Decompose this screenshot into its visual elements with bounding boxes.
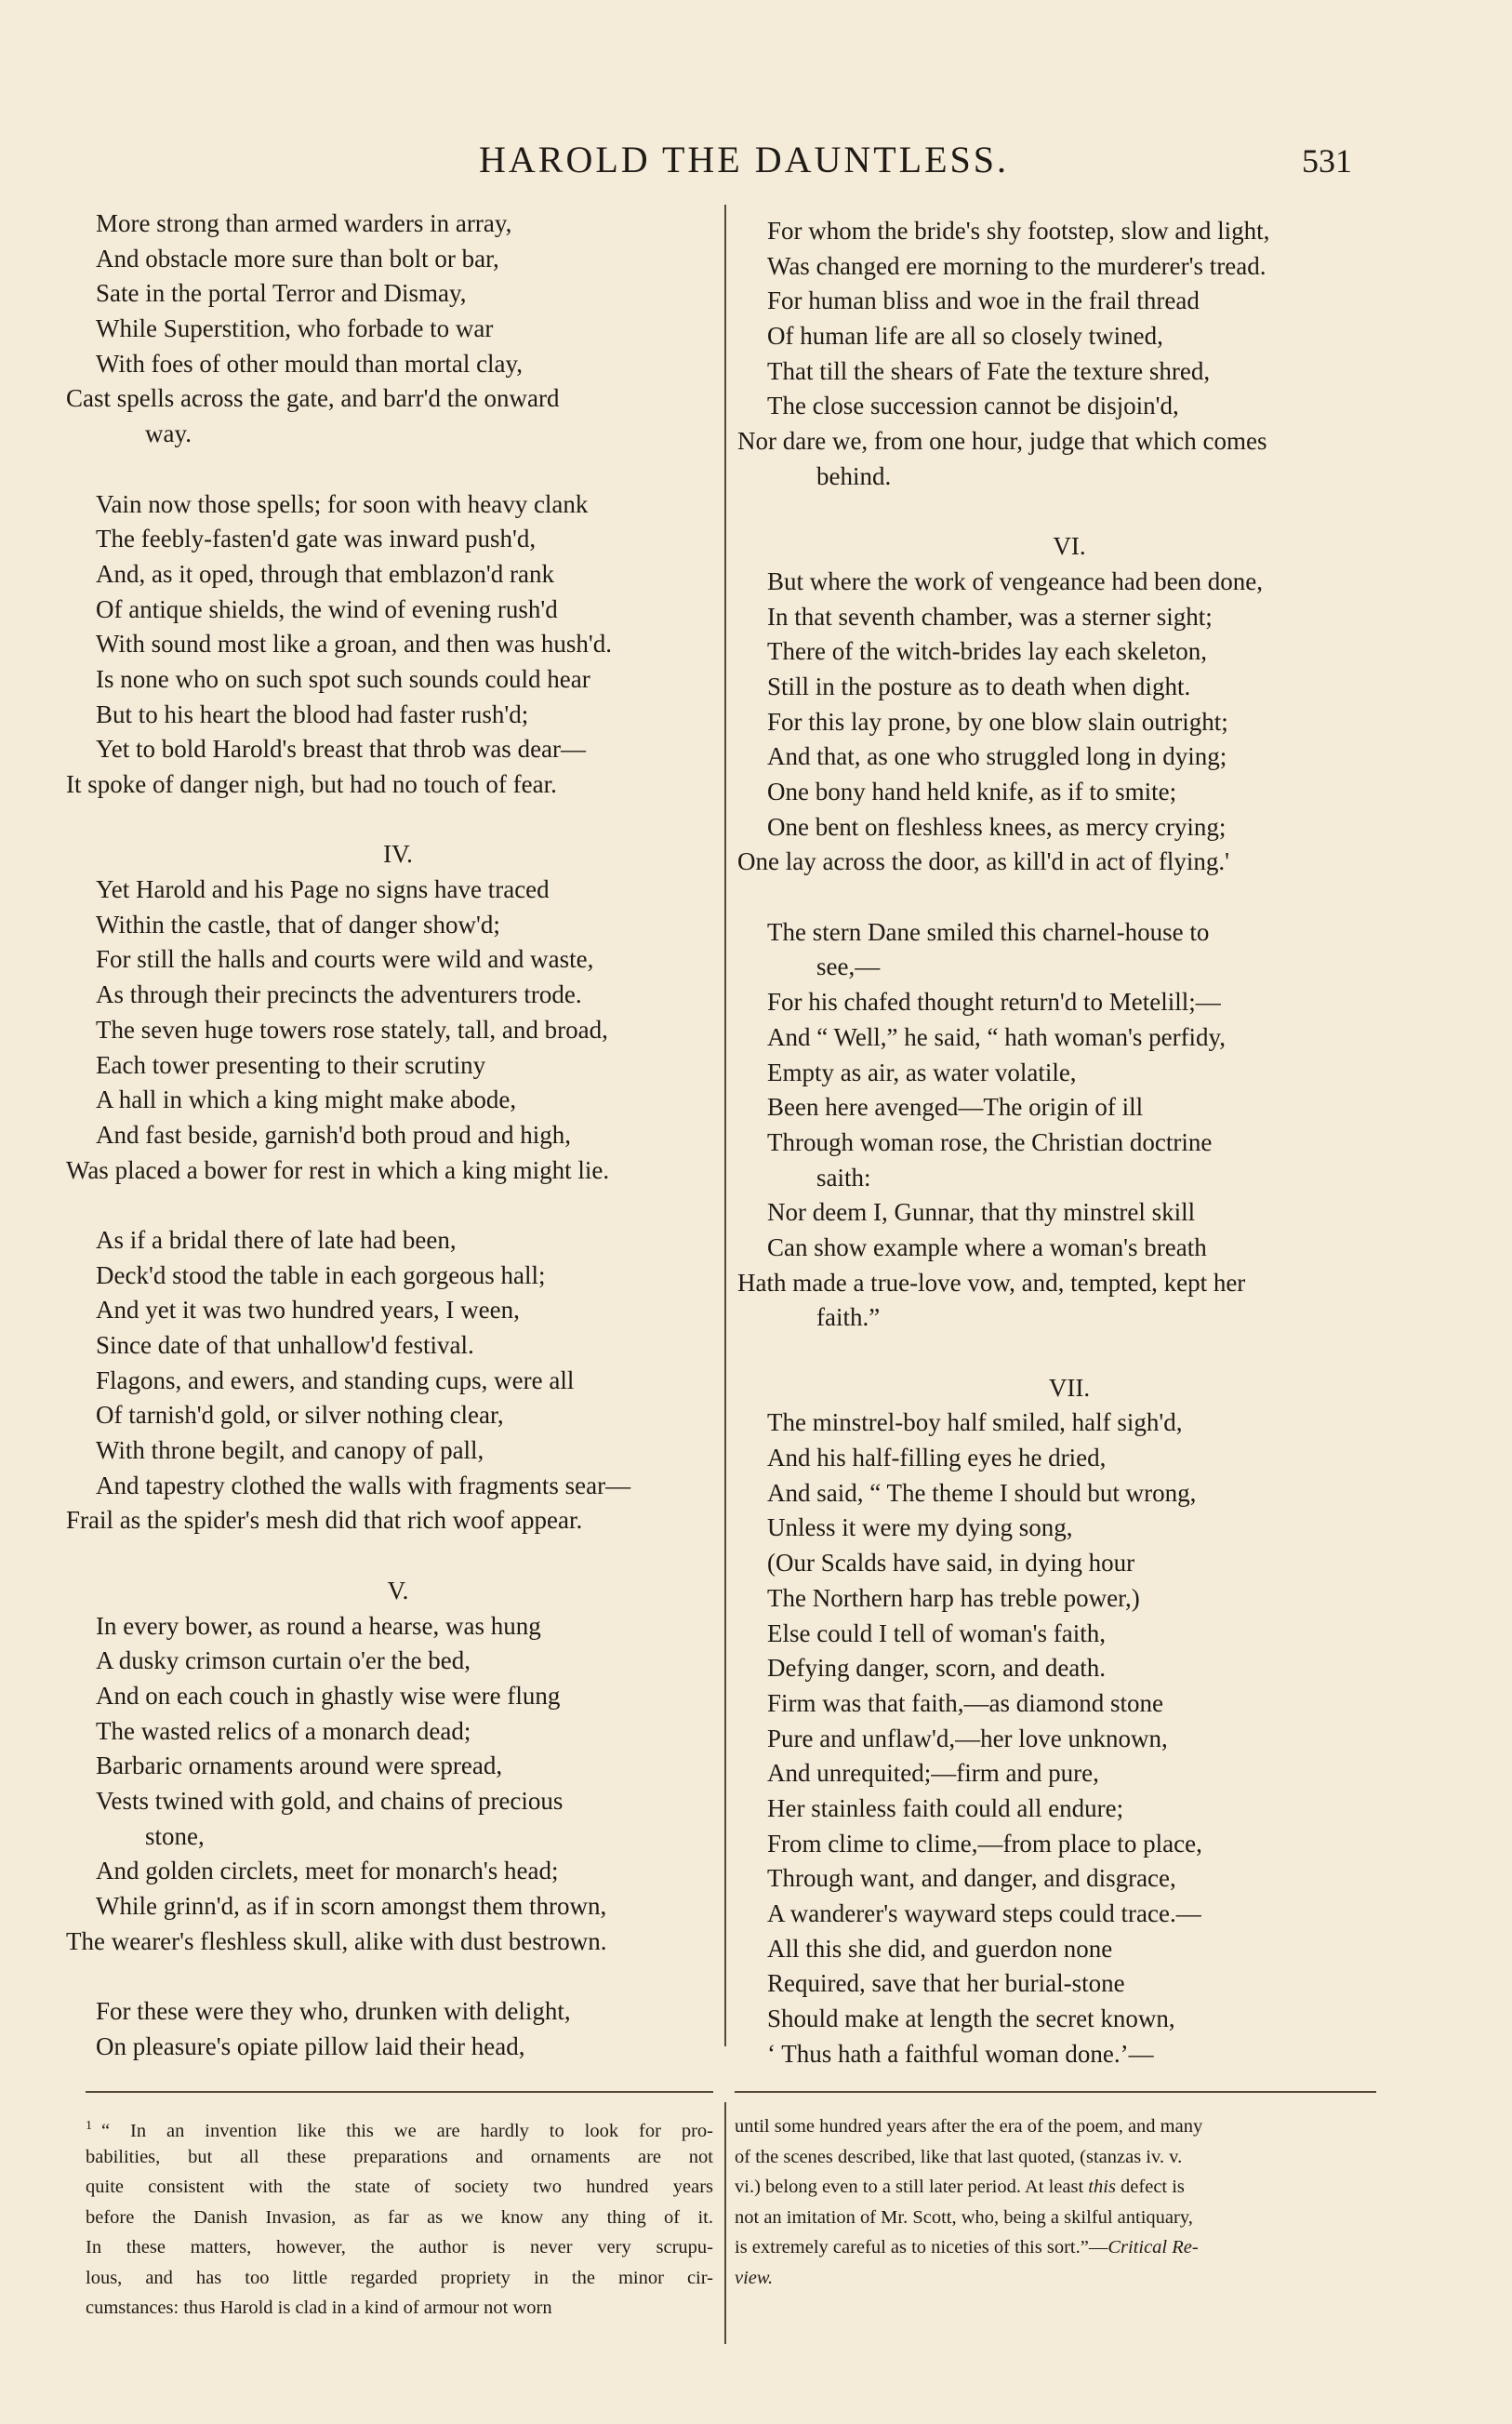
footnote-rule-right (735, 2091, 1376, 2093)
footnote-line: is extremely careful as to niceties of this sort.”—Critical Re- (735, 2237, 1199, 2258)
verse-line: way. (145, 420, 192, 448)
verse-line: The feebly-fasten'd gate was inward push'd, (96, 525, 537, 553)
left-column (63, 206, 733, 2064)
verse-line: And unrequited;—firm and pure, (767, 1759, 1099, 1788)
right-column (735, 214, 1404, 2071)
verse-line: Vain now those spells; for soon with heavy clank (96, 489, 589, 518)
running-title: HAROLD THE DAUNTLESS. (479, 139, 1010, 180)
footnote-line: before the Danish Invasion, as far as we know any thing of it. (86, 2206, 713, 2228)
verse-line: With foes of other mould than mortal clay, (96, 349, 524, 378)
verse-line: The minstrel-boy half smiled, half sigh'd, (767, 1408, 1183, 1437)
verse-line: see,— (816, 952, 881, 981)
verse-line: But where the work of vengeance had been done, (767, 566, 1264, 595)
stanza-gap (735, 495, 1404, 530)
verse-line: Of human life are all so closely twined, (767, 322, 1163, 351)
verse-line: Was changed ere morning to the murderer's tread. (767, 251, 1267, 280)
verse-line: Pure and unflaw'd,—her love unknown, (767, 1724, 1168, 1752)
verse-line: That till the shears of Fate the texture shred, (767, 356, 1211, 385)
footnote-line: babilities, but all these preparations and ornaments are not (86, 2146, 713, 2167)
verse-line: Should make at length the secret known, (767, 2004, 1175, 2033)
footnote-line: until some hundred years after the era of the poem, and many (735, 2116, 1203, 2137)
verse-line: Since date of that unhallow'd festival. (96, 1331, 474, 1359)
footnote-line: not an imitation of Mr. Scott, who, being a skilful antiquary, (735, 2206, 1193, 2228)
verse-line: Is none who on such spot such sounds could hear (96, 664, 590, 693)
page-number: 531 (1302, 142, 1352, 180)
verse-line: Frail as the spider's mesh did that rich woof appear. (66, 1506, 583, 1535)
verse-line: Cast spells across the gate, and barr'd the onward (66, 384, 560, 413)
verse-line: As through their precincts the adventurers trode. (96, 980, 582, 1009)
verse-line: behind. (816, 461, 892, 490)
verse-line: Still in the posture as to death when dight. (767, 672, 1191, 700)
footnote-column-divider (724, 2102, 726, 2344)
column-divider (724, 205, 726, 2046)
verse-line: And his half-filling eyes he dried, (767, 1444, 1107, 1472)
verse-line: On pleasure's opiate pillow laid their head, (96, 2031, 525, 2060)
stanza-gap (63, 1188, 733, 1223)
verse-line: And golden circlets, meet for monarch's head; (96, 1857, 559, 1885)
verse-line: Nor deem I, Gunnar, that thy minstrel skill (767, 1198, 1196, 1227)
verse-line: Within the castle, that of danger show'd; (96, 910, 500, 939)
verse-line: And obstacle more sure than bolt or bar, (96, 244, 499, 273)
stanza-gap (63, 803, 733, 838)
verse-line: Firm was that faith,—as diamond stone (767, 1688, 1163, 1717)
verse-line: Flagons, and ewers, and standing cups, were all (96, 1365, 575, 1394)
stanza-gap (63, 1959, 733, 1994)
verse-line: All this she did, and guerdon none (767, 1934, 1113, 1963)
verse-line: The stern Dane smiled this charnel-house to (767, 917, 1210, 946)
verse-line: For this lay prone, by one blow slain outright; (767, 707, 1228, 736)
verse-line: Yet to bold Harold's breast that throb was dear— (96, 735, 587, 764)
verse-line: Been here avenged—The origin of ill (767, 1093, 1144, 1122)
verse-line: For human bliss and woe in the frail thread (767, 286, 1200, 315)
footnote-source: Critical Re- (1107, 2237, 1199, 2258)
verse-line: Yet Harold and his Page no signs have traced (96, 875, 550, 904)
verse-line: Hath made a true-love vow, and, tempted, kept her (737, 1268, 1246, 1297)
verse-line: The close succession cannot be disjoin'd, (767, 392, 1179, 420)
verse-line: Of tarnish'd gold, or silver nothing clear, (96, 1401, 504, 1430)
verse-line: There of the witch-brides lay each skeleton, (767, 637, 1208, 666)
verse-line: Can show example where a woman's breath (767, 1232, 1207, 1261)
footnote-rule-left (86, 2091, 713, 2093)
verse-line: Sate in the portal Terror and Dismay, (96, 279, 467, 308)
verse-line: With throne begilt, and canopy of pall, (96, 1436, 484, 1465)
verse-line: For whom the bride's shy footstep, slow and light, (767, 217, 1270, 245)
verse-line: Required, save that her burial-stone (767, 1969, 1125, 1998)
verse-line: Of antique shields, the wind of evening rush'd (96, 594, 558, 623)
verse-line: Barbaric ornaments around were spread, (96, 1751, 503, 1780)
verse-line: And, as it oped, through that emblazon'd rank (96, 559, 555, 588)
verse-line: And yet it was two hundred years, I ween, (96, 1296, 520, 1325)
footnote-left (86, 2111, 713, 2324)
stanza-gap (63, 452, 733, 487)
verse-line: For still the halls and courts were wild and waste, (96, 945, 594, 974)
section-heading: V. (387, 1576, 409, 1605)
verse-line: Deck'd stood the table in each gorgeous hall; (96, 1260, 546, 1289)
verse-line: For his chafed thought return'd to Metelill;— (767, 988, 1221, 1017)
verse-line: Through want, and danger, and disgrace, (767, 1864, 1176, 1893)
verse-line: A dusky crimson curtain o'er the bed, (96, 1646, 471, 1675)
footnote-line: of the scenes described, like that last quoted, (stanzas iv. v. (735, 2146, 1183, 2167)
verse-line: A hall in which a king might make abode, (96, 1085, 517, 1114)
footnote-line: $^1$ “ In an invention like this we are hardly to look for pro- (86, 2119, 713, 2141)
verse-line: (Our Scalds have said, in dying hour (767, 1549, 1135, 1578)
verse-line: A wanderer's wayward steps could trace.— (767, 1899, 1201, 1927)
verse-line: And tapestry clothed the walls with fragments sear— (96, 1471, 631, 1499)
section-heading: VI. (1053, 532, 1086, 561)
verse-line: ‘ Thus hath a faithful woman done.’— (767, 2039, 1154, 2068)
verse-line: One bony hand held knife, as if to smite; (767, 778, 1177, 806)
verse-line: saith: (816, 1163, 871, 1192)
verse-line: One bent on fleshless knees, as mercy crying; (767, 812, 1227, 841)
verse-line: Vests twined with gold, and chains of precious (96, 1786, 564, 1815)
verse-line: While grinn'd, as if in scorn amongst them thrown, (96, 1892, 607, 1920)
verse-line: But to his heart the blood had faster rush'd; (96, 699, 529, 728)
verse-line: As if a bridal there of late had been, (96, 1225, 457, 1254)
footnote-line: quite consistent with the state of society two hundred years (86, 2177, 713, 2197)
stanza-gap (63, 1538, 733, 1574)
section-heading: VII. (1048, 1373, 1091, 1402)
verse-line: From clime to clime,—from place to place, (767, 1829, 1202, 1858)
verse-line: And fast beside, garnish'd both proud and high, (96, 1120, 572, 1149)
verse-line: And said, “ The theme I should but wrong, (767, 1478, 1197, 1507)
verse-line: For these were they who, drunken with delight, (96, 1997, 571, 2026)
verse-line: One lay across the door, as kill'd in act of flying.' (737, 847, 1230, 876)
verse-line: The wasted relics of a monarch dead; (96, 1716, 471, 1745)
verse-line: Through woman rose, the Christian doctrine (767, 1127, 1213, 1156)
verse-line: Defying danger, scorn, and death. (767, 1654, 1107, 1683)
verse-line: Nor dare we, from one hour, judge that which comes (737, 427, 1267, 456)
verse-line: In every bower, as round a hearse, was hung (96, 1611, 541, 1640)
verse-line: The wearer's fleshless skull, alike with dust bestrown. (66, 1926, 607, 1955)
verse-line: It spoke of danger nigh, but had no touch of fear. (66, 770, 557, 798)
verse-line: With sound most like a groan, and then was hush'd. (96, 630, 612, 659)
verse-line: Was placed a bower for rest in which a king might lie. (66, 1155, 610, 1184)
verse-line: The seven huge towers rose stately, tall, and broad, (96, 1015, 608, 1044)
verse-line: While Superstition, who forbade to war (96, 314, 494, 343)
verse-line: In that seventh chamber, was a sterner sight; (767, 602, 1213, 631)
verse-line: More strong than armed warders in array, (96, 209, 512, 237)
verse-line: And “ Well,” he said, “ hath woman's perfidy, (767, 1022, 1227, 1051)
footnote-source-cont: view. (735, 2267, 774, 2288)
footnote-line: vi.) belong even to a still later period. At least this defect is (735, 2177, 1185, 2197)
verse-line: And that, as one who struggled long in dying; (767, 742, 1227, 771)
stanza-gap (735, 1336, 1404, 1371)
footnote-line: In these matters, however, the author is never very scrupu- (86, 2237, 713, 2258)
stanza-gap (735, 880, 1404, 915)
verse-line: stone, (145, 1821, 205, 1850)
verse-line: Unless it were my dying song, (767, 1513, 1073, 1542)
verse-line: The Northern harp has treble power,) (767, 1583, 1140, 1612)
verse-line: Each tower presenting to their scrutiny (96, 1050, 486, 1079)
verse-line: Else could I tell of woman's faith, (767, 1618, 1107, 1647)
page-header (0, 138, 1512, 193)
footnote-right (735, 2111, 1376, 2293)
section-heading: IV. (383, 840, 413, 869)
footnote-line: cumstances: thus Harold is clad in a kind of armour not worn (86, 2297, 552, 2318)
footnote-line: lous, and has too little regarded propriety in the minor cir- (86, 2267, 713, 2288)
verse-line: Her stainless faith could all endure; (767, 1793, 1124, 1822)
verse-line: And on each couch in ghastly wise were flung (96, 1681, 561, 1710)
verse-line: Empty as air, as water volatile, (767, 1058, 1077, 1086)
footnote-marker: 1 (86, 2119, 92, 2133)
verse-line: faith.” (816, 1303, 881, 1332)
